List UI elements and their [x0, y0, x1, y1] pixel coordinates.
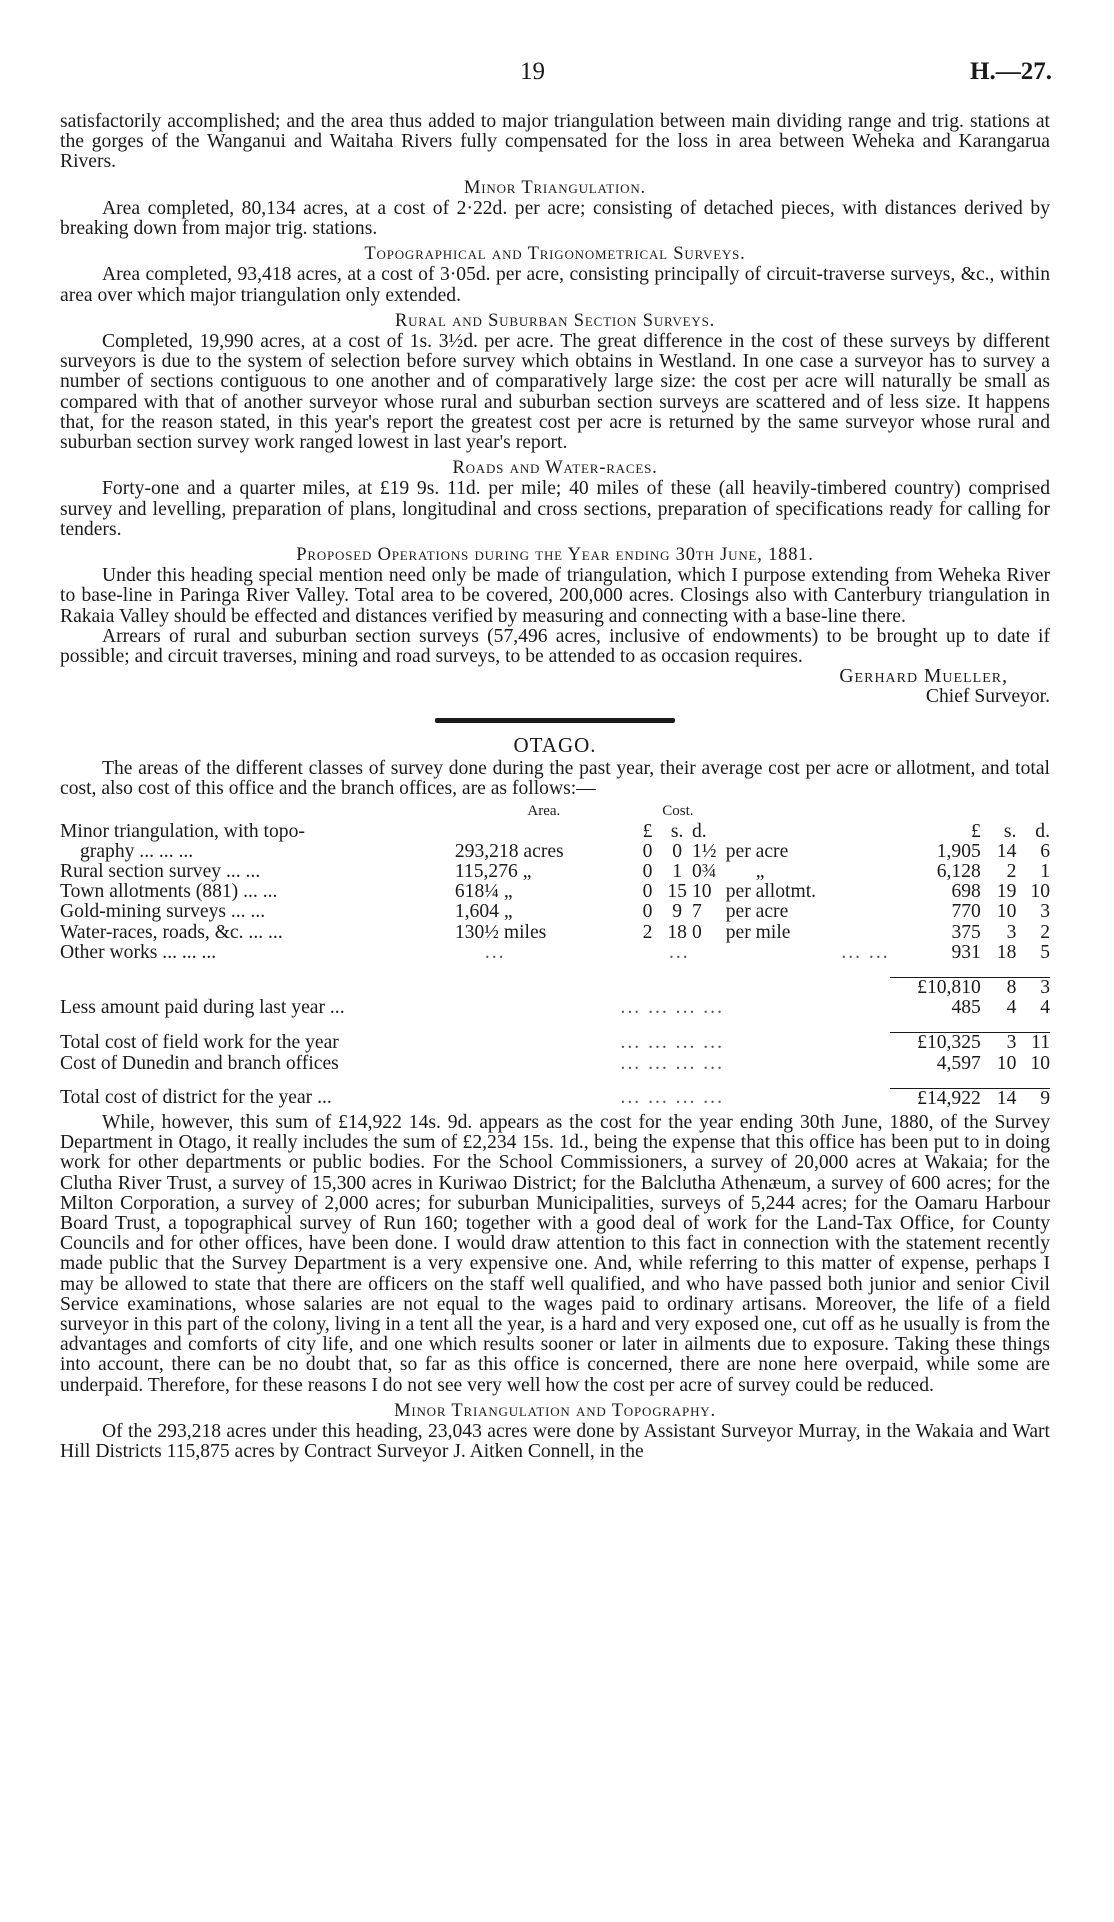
table-row [60, 862, 1050, 882]
signature-name: Gerhard Mueller, [839, 666, 1008, 688]
field-total-pence: 11 [1016, 1033, 1050, 1054]
heading-topographical-surveys: Topographical and Trigonometrical Surveys. [364, 244, 746, 265]
table-row-subtotal [60, 977, 1050, 998]
row-area: 293,218 acres [454, 840, 564, 862]
otago-title: OTAGO. [513, 732, 597, 757]
row-rate-pence: 1½ [692, 840, 717, 862]
row-total-shillings: 14 [996, 840, 1017, 862]
row-description: Minor triangulation, with topo- [60, 820, 305, 842]
row-total-shillings: 2 [1006, 860, 1017, 882]
less-pounds: 485 [951, 997, 981, 1019]
heading-minor-triangulation: Minor Triangulation. [464, 177, 646, 198]
paragraph-rural-suburban-surveys: Completed, 19,990 acres, at a cost of 1s. 3½d. per acre. The great difference in the cost of these surveys by different surveyors is due to the system of selection before survey which obtains in Westland. In one case a surveyor has to survey a number of sections contiguous to one another and of comparatively large size: the cost per acre will naturally be small as compared with that of another surveyor whose rural and suburban section surveys are scattered and of less size. It happens that, for the reason stated, in this year's report the greatest cost per acre is returned by the same surveyor whose rural and suburban section survey work ranged lowest in last year's report. [60, 331, 1050, 454]
subtotal-pence: 3 [1016, 977, 1050, 998]
district-total-pence: 9 [1016, 1088, 1050, 1109]
table-spacer [60, 1018, 1050, 1033]
leader-dots: ... ... ... ... [620, 1031, 724, 1053]
row-rate-unit: ... ... [841, 941, 890, 963]
row-rate-pounds: 0 [642, 860, 653, 882]
row-total-pounds: 375 [951, 921, 981, 943]
table-row [60, 943, 1050, 963]
column-header-pence: d. [692, 820, 707, 842]
leader-dots: ... ... ... ... [620, 1087, 724, 1109]
row-total-shillings: 10 [996, 901, 1017, 923]
row-rate-pence: 7 [692, 901, 702, 923]
page-number: 19 [520, 58, 545, 85]
office-cost-pounds: 4,597 [936, 1052, 981, 1074]
table-row [60, 882, 1050, 902]
row-total-pence: 3 [1040, 901, 1050, 923]
row-description: Less amount paid during last year ... [60, 997, 345, 1019]
row-total-pence: 6 [1040, 840, 1050, 862]
column-header-total-shillings: s. [1003, 820, 1017, 842]
column-header-shillings: s. [670, 820, 684, 842]
row-rate-shillings: 9 [672, 901, 683, 923]
table-row [60, 822, 1050, 842]
row-total-pounds: 1,905 [936, 840, 981, 862]
otago-cost-table [60, 801, 1050, 1109]
leader-dots: ... ... ... ... [620, 1052, 724, 1074]
row-description: Other works ... ... ... [60, 941, 217, 963]
row-rate-pounds: ... [668, 941, 690, 963]
row-description: Total cost of district for the year ... [60, 1087, 332, 1109]
paragraph-expense: While, however, this sum of £14,922 14s. 9d. appears as the cost for the year ending 30th June, 1880, of the Survey Department in Otago, it really includes the sum of £2,234 15s. 1d., being the expense that this office has been put to in doing work for other departments or public bodies. For the School Commissioners, a survey of 20,000 acres at Wakaia; for the Clutha River Trust, a survey of 15,300 acres in Kuriwao District; for the Balclutha Athenæum, a survey of 600 acres; for the Milton Corporation, a survey of 2,000 acres; for suburban Municipalities, surveys of 5,244 acres; for the Oamaru Harbour Board Trust, a topographical survey of Run 160; together with a good deal of work for the Land-Tax Office, for County Councils and for other offices, have been done. I would draw attention to this fact in connection with the statement recently made public that the Survey Department is a very expensive one. And, while referring to this matter of expense, perhaps I may be allowed to state that there are officers on the staff well qualified, and who have passed both junior and senior Civil Service examinations, whose salaries are not equal to the wages paid to ordinary artisans. Moreover, the life of a field surveyor in this part of the colony, living in a tent all the year, is a hard and very exposed one, cut off as he usually is from the advantages and comforts of city life, and one which results sooner or later in ailments due to exposure. Taking these things into account, there can be no doubt that, so far as this office is concerned, there are none here overpaid, while some are underpaid. Therefore, for these reasons I do not see very well how the cost per acre of survey could be reduced. [60, 1111, 1050, 1396]
row-total-pounds: 931 [951, 941, 981, 963]
row-total-pounds: 698 [951, 881, 981, 903]
row-total-pence: 1 [1040, 860, 1050, 882]
row-rate-pence: 10 [692, 881, 712, 903]
row-rate-pounds: 2 [642, 921, 653, 943]
table-row-office-cost [60, 1054, 1050, 1074]
table-spacer [60, 1074, 1050, 1089]
row-description: Rural section survey ... ... [60, 860, 261, 882]
column-header-total-pence: d. [1035, 820, 1050, 842]
heading-proposed-operations: Proposed Operations during the Year ending 30th June, 1881. [296, 545, 814, 566]
less-shillings: 4 [1006, 997, 1017, 1019]
field-total-pounds: £10,325 [890, 1033, 981, 1054]
row-description: Gold-mining surveys ... ... [60, 901, 266, 923]
row-total-pence: 5 [1040, 941, 1050, 963]
row-rate-pence: 0 [692, 921, 702, 943]
table-row-district-total [60, 1088, 1050, 1109]
table-row [60, 842, 1050, 862]
row-rate-pounds: 0 [642, 840, 653, 862]
row-total-pence: 2 [1040, 921, 1050, 943]
row-area: 115,276 „ [454, 860, 532, 882]
row-rate-pounds: 0 [642, 901, 653, 923]
document-code: H.—27. [970, 58, 1052, 85]
row-total-shillings: 19 [996, 881, 1017, 903]
row-total-shillings: 18 [996, 941, 1017, 963]
row-area: ... [484, 941, 506, 963]
field-total-shillings: 3 [981, 1033, 1017, 1054]
row-area: 1,604 „ [454, 901, 513, 923]
section-divider [435, 718, 675, 723]
paragraph-topographical-surveys: Area completed, 93,418 acres, at a cost of 3·05d. per acre, consisting principally of circuit-traverse surveys, &c., within area over which major triangulation only extended. [60, 264, 1050, 306]
heading-rural-suburban-surveys: Rural and Suburban Section Surveys. [394, 310, 716, 331]
leader-dots: ... ... ... ... [620, 997, 724, 1019]
row-rate-unit: per allotmt. [725, 881, 817, 903]
table-row [60, 902, 1050, 922]
row-rate-shillings: 18 [667, 921, 687, 943]
paragraph-minor-triangulation: Area completed, 80,134 acres, at a cost of 2·22d. per acre; consisting of detached pieces, with distances derived by breaking down from major trig. stations. [60, 197, 1050, 240]
paragraph-proposed-triangulation: Under this heading special mention need only be made of triangulation, which I purpose extending from Weheka River to base-line in Paringa River Valley. Total area to be covered, 200,000 acres. Closings also with Canterbury triangulation in Rakaia Valley should be effected and distances verified by measuring and connecting with a base-line there. [60, 565, 1050, 627]
paragraph-minor-triangulation-topography: Of the 293,218 acres under this heading, 23,043 acres were done by Assistant Surveyor Murray, in the Wakaia and Wart Hill Districts 115,875 acres by Contract Surveyor J. Aitken Connell, in the [60, 1420, 1050, 1463]
row-rate-shillings: 1 [672, 860, 683, 882]
subtotal-shillings: 8 [981, 977, 1017, 998]
document-page [60, 0, 1050, 1922]
column-header-cost: Cost. [662, 803, 694, 820]
table-header-labels [60, 801, 1050, 821]
row-description: Total cost of field work for the year [60, 1031, 339, 1053]
row-rate-shillings: 0 [672, 840, 683, 862]
row-rate-unit: per acre [725, 901, 789, 923]
district-total-pounds: £14,922 [890, 1088, 981, 1109]
row-description: Town allotments (881) ... ... [60, 881, 278, 903]
row-area: 130½ miles [454, 921, 547, 943]
signature-title: Chief Surveyor. [925, 686, 1050, 708]
row-total-pounds: 6,128 [936, 860, 981, 882]
heading-minor-triangulation-topography: Minor Triangulation and Topography. [394, 1400, 716, 1421]
row-total-shillings: 3 [1006, 921, 1017, 943]
district-total-shillings: 14 [981, 1088, 1017, 1109]
westland-intro-paragraph: satisfactorily accomplished; and the area thus added to major triangulation between main dividing range and trig. stations at the gorges of the Wanganui and Waitaha Rivers fully compensated for the loss in area between Weheka and Karangarua Rivers. [60, 111, 1050, 173]
page-body [60, 112, 1050, 1462]
row-rate-unit: „ [755, 860, 765, 882]
otago-intro-paragraph: The areas of the different classes of survey done during the past year, their average cost per acre or allotment, and total cost, also cost of this office and the branch offices, are as follows:— [60, 757, 1050, 800]
paragraph-proposed-arrears: Arrears of rural and suburban section surveys (57,496 acres, inclusive of endowments) to be brought up to date if possible; and circuit traverses, mining and road surveys, to be attended to as occasion requires. [60, 625, 1050, 668]
heading-roads-water-races: Roads and Water-races. [452, 458, 658, 479]
table-row-field-total [60, 1033, 1050, 1054]
table-row [60, 923, 1050, 943]
office-cost-pence: 10 [1030, 1052, 1050, 1074]
subtotal-pounds: £10,810 [890, 977, 981, 998]
row-rate-unit: per mile [725, 921, 791, 943]
row-area: 618¼ „ [454, 881, 513, 903]
row-description: graphy ... ... ... [80, 840, 194, 862]
table-row-less-last-year [60, 998, 1050, 1018]
paragraph-roads-water-races: Forty-one and a quarter miles, at £19 9s. 11d. per mile; 40 miles of these (all heavily-timbered country) comprised survey and levelling, preparation of plans, longitudinal and cross sections, preparation of specifications ready for calling for tenders. [60, 478, 1050, 540]
row-rate-pounds: 0 [642, 881, 653, 903]
row-total-pence: 10 [1030, 881, 1050, 903]
column-header-pounds: £ [642, 820, 653, 842]
row-total-pounds: 770 [951, 901, 981, 923]
less-pence: 4 [1040, 997, 1050, 1019]
row-rate-unit: per acre [725, 840, 789, 862]
row-description: Water-races, roads, &c. ... ... [60, 921, 283, 943]
row-rate-shillings: 15 [667, 881, 687, 903]
row-description: Cost of Dunedin and branch offices [60, 1052, 339, 1074]
column-header-total-pounds: £ [971, 820, 981, 842]
column-header-area: Area. [527, 803, 561, 820]
table-spacer [60, 963, 1050, 978]
office-cost-shillings: 10 [996, 1052, 1017, 1074]
row-rate-pence: 0¾ [692, 860, 717, 882]
